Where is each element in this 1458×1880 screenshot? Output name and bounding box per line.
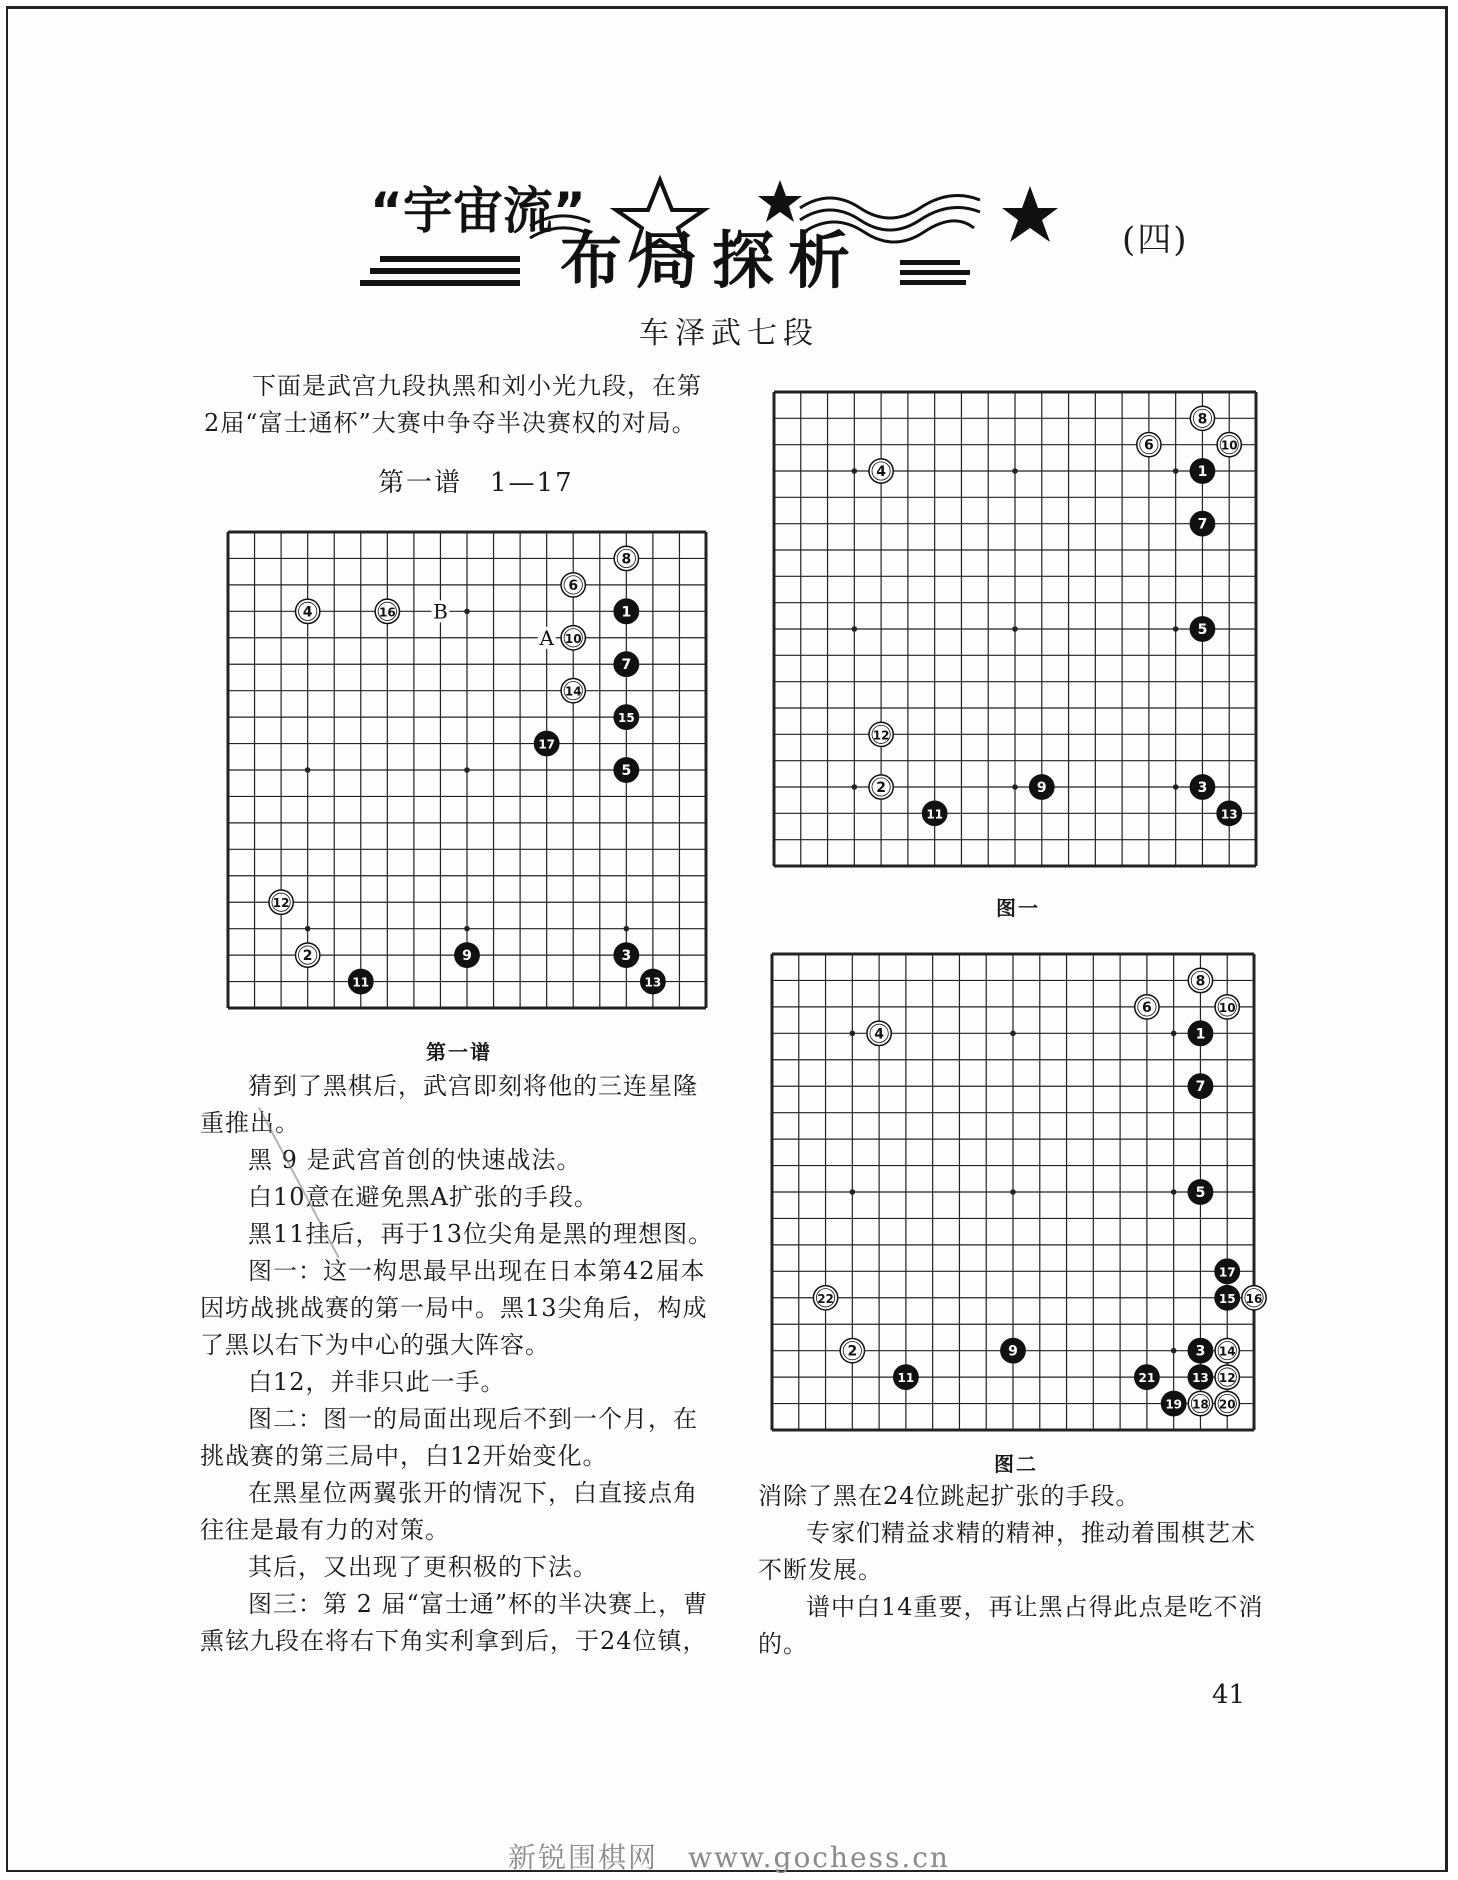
paragraph-line: 图二：图一的局面出现后不到一个月，在	[248, 1405, 698, 1433]
stone-number: 4	[874, 1026, 884, 1043]
stone-number: 11	[352, 975, 370, 990]
paragraph-line: 白10意在避免黑A扩张的手段。	[248, 1183, 599, 1211]
star-point	[464, 926, 470, 932]
stone-number: 3	[1197, 780, 1208, 796]
stone-number: 13	[1220, 807, 1238, 822]
black-stone	[1190, 617, 1214, 641]
star-point	[624, 926, 630, 932]
star-point	[464, 609, 470, 615]
white-stone	[561, 679, 585, 703]
paragraph-line: 往往是最有力的对策。	[200, 1516, 450, 1544]
stone-number: 6	[568, 577, 579, 594]
black-stone	[1190, 775, 1214, 799]
black-stone	[1135, 1365, 1159, 1389]
black-stone	[614, 705, 638, 729]
black-stone	[614, 599, 638, 623]
paragraph-line: 因坊战挑战赛的第一局中。黑13尖角后，构成	[200, 1294, 708, 1322]
stone-number: 10	[1220, 438, 1238, 453]
star-point	[1012, 626, 1018, 632]
stone-number: 3	[1195, 1343, 1206, 1360]
white-stone	[813, 1286, 837, 1310]
black-stone	[614, 758, 638, 782]
stone-number: 10	[564, 631, 582, 646]
black-stone	[641, 969, 665, 993]
star-point	[1012, 468, 1018, 474]
black-stone	[923, 801, 947, 825]
stone-number: 11	[926, 807, 944, 822]
star-point	[464, 767, 470, 773]
star-point	[1010, 1031, 1016, 1037]
white-stone	[1137, 433, 1161, 457]
star-point	[1173, 468, 1179, 474]
stone-number: 5	[1197, 622, 1208, 638]
board-spectrum-1	[226, 530, 708, 1010]
black-stone	[349, 969, 373, 993]
white-stone	[1188, 1391, 1212, 1415]
paragraph-line: 消除了黑在24位跳起扩张的手段。	[758, 1482, 1141, 1510]
caption-figure-1: 图一	[996, 896, 1040, 920]
stone-number: 19	[1165, 1397, 1183, 1412]
watermark: 新锐围棋网 www.gochess.cn	[508, 1841, 950, 1874]
stone-number: 16	[378, 605, 396, 620]
point-label: B	[433, 599, 448, 624]
white-stone	[269, 890, 293, 914]
caption-figure-2: 图二	[994, 1452, 1038, 1476]
white-stone	[561, 626, 585, 650]
stone-number: 20	[1218, 1397, 1236, 1412]
intro-line: 2届“富士通杯”大赛中争夺半决赛权的对局。	[204, 409, 697, 437]
black-stone	[1215, 1259, 1239, 1283]
stone-number: 1	[621, 604, 632, 621]
paragraph-line: 其后，又出现了更积极的下法。	[248, 1553, 598, 1581]
stone-number: 13	[644, 975, 662, 990]
black-stone	[1215, 1286, 1239, 1310]
stone-number: 16	[1245, 1291, 1263, 1306]
black-stone	[614, 652, 638, 676]
paragraph-line: 图一：这一构思最早出现在日本第42届本	[248, 1257, 706, 1285]
white-stone	[1215, 995, 1239, 1019]
stone-number: 1	[1197, 464, 1208, 480]
paragraph-line: 重推出。	[200, 1109, 300, 1137]
title-main: 布局探析	[560, 224, 865, 297]
star-point	[852, 468, 858, 474]
black-stone	[1188, 1021, 1212, 1045]
white-stone	[869, 722, 893, 746]
paragraph-line: 了黑以右下为中心的强大阵容。	[200, 1331, 550, 1359]
white-stone	[1135, 995, 1159, 1019]
paragraph-line: 图三：第 2 届“富士通”杯的半决赛上，曹	[248, 1590, 709, 1618]
stone-number: 11	[897, 1371, 915, 1386]
stone-number: 4	[876, 464, 886, 480]
black-stone	[1162, 1391, 1186, 1415]
star-point	[1171, 1189, 1177, 1195]
title-prefix: “宇宙流”	[370, 182, 586, 240]
stone-number: 1	[1195, 1026, 1206, 1043]
black-stone	[455, 943, 479, 967]
stone-number: 9	[462, 948, 472, 965]
star-point	[305, 767, 311, 773]
black-stone	[1217, 801, 1241, 825]
star-point	[1173, 784, 1179, 790]
stone-number: 7	[1195, 1079, 1206, 1096]
right-column-text	[758, 1478, 1278, 1663]
star-point	[1171, 1031, 1177, 1037]
stone-number: 2	[302, 948, 313, 965]
series-number: (四)	[1122, 220, 1189, 260]
intro-paragraph	[204, 368, 724, 442]
stone-number: 6	[1144, 437, 1154, 454]
star-point	[1012, 784, 1018, 790]
stone-number: 17	[1218, 1265, 1236, 1280]
white-stone	[1215, 1339, 1239, 1363]
white-stone	[375, 599, 399, 623]
stone-number: 2	[847, 1343, 858, 1360]
stone-number: 8	[621, 551, 632, 568]
stone-number: 14	[1218, 1344, 1236, 1359]
stone-number: 8	[1195, 973, 1206, 990]
star-point	[852, 784, 858, 790]
stone-number: 6	[1142, 999, 1152, 1016]
stone-number: 12	[1218, 1371, 1236, 1386]
black-stone	[1188, 1074, 1212, 1098]
black-stone	[1188, 1180, 1212, 1204]
caption-spectrum-1: 第一谱	[426, 1040, 492, 1064]
stone-number: 15	[617, 711, 635, 726]
white-stone	[840, 1339, 864, 1363]
star-point	[1173, 626, 1179, 632]
stone-number: 12	[272, 896, 290, 911]
stone-number: 2	[876, 780, 886, 796]
stone-number: 12	[872, 728, 890, 743]
black-stone	[1188, 1365, 1212, 1389]
title-artwork	[360, 168, 1060, 308]
point-label: A	[539, 625, 554, 650]
stone-number: 9	[1008, 1343, 1018, 1360]
black-stone	[894, 1365, 918, 1389]
spectrum-title: 第一谱 1—17	[378, 468, 574, 498]
white-stone	[296, 943, 320, 967]
paragraph-line: 黑11挂后，再于13位尖角是黑的理想图。	[248, 1220, 714, 1248]
white-stone	[1188, 968, 1212, 992]
black-stone	[1001, 1339, 1025, 1363]
white-stone	[1215, 1391, 1239, 1415]
stone-number: 7	[621, 657, 632, 674]
black-stone	[1188, 1339, 1212, 1363]
star-point	[1171, 1348, 1177, 1354]
paragraph-line: 谱中白14重要，再让黑占得此点是吃不消	[806, 1593, 1264, 1621]
paragraph-line: 挑战赛的第三局中，白12开始变化。	[200, 1442, 608, 1470]
white-stone	[1190, 406, 1214, 430]
stone-number: 13	[1192, 1371, 1209, 1386]
paragraph-line: 不断发展。	[758, 1556, 883, 1584]
stone-number: 22	[817, 1291, 834, 1306]
star-point	[850, 1189, 856, 1195]
author: 车泽武七段	[639, 316, 819, 351]
page-number: 41	[1212, 1680, 1246, 1710]
white-stone	[1217, 433, 1241, 457]
white-stone	[867, 1021, 891, 1045]
black-stone	[535, 731, 559, 755]
left-column-text	[200, 1068, 720, 1660]
stone-number: 3	[621, 948, 632, 965]
white-stone	[1215, 1365, 1239, 1389]
stone-number: 8	[1197, 411, 1208, 428]
paragraph-line: 白12，并非只此一手。	[248, 1368, 506, 1396]
white-stone	[869, 459, 893, 483]
white-stone	[614, 546, 638, 570]
star-point	[850, 1031, 856, 1037]
black-stone	[1190, 512, 1214, 536]
paragraph-line: 黑 9 是武宫首创的快速战法。	[248, 1146, 582, 1174]
board-figure-1	[772, 390, 1258, 868]
paragraph-line: 的。	[758, 1630, 808, 1658]
star-point	[852, 626, 858, 632]
paragraph-line: 专家们精益求精的精神，推动着围棋艺术	[806, 1519, 1256, 1547]
white-stone	[561, 573, 585, 597]
stone-number: 9	[1036, 780, 1047, 796]
paragraph-line: 猜到了黑棋后，武宫即刻将他的三连星隆	[248, 1072, 698, 1100]
intro-line: 下面是武宫九段执黑和刘小光九段，在第	[252, 372, 702, 400]
black-stone	[1030, 775, 1054, 799]
stone-number: 5	[621, 763, 632, 779]
stone-number: 10	[1218, 1000, 1236, 1015]
black-stone	[1190, 459, 1214, 483]
white-stone	[869, 775, 893, 799]
white-stone	[1242, 1286, 1266, 1310]
white-stone	[296, 599, 320, 623]
stone-number: 18	[1192, 1397, 1209, 1412]
star-point	[1010, 1189, 1016, 1195]
stone-number: 21	[1138, 1371, 1156, 1386]
board-figure-2	[770, 952, 1263, 1432]
paragraph-line: 熏铉九段在将右下角实利拿到后，于24位镇，	[200, 1627, 708, 1655]
stone-number: 14	[564, 684, 582, 699]
paragraph-line: 在黑星位两翼张开的情况下，白直接点角	[248, 1479, 698, 1507]
stone-number: 17	[538, 737, 556, 752]
black-stone	[614, 943, 638, 967]
stone-number: 7	[1197, 516, 1208, 533]
stone-number: 15	[1218, 1291, 1236, 1306]
stone-number: 4	[302, 604, 313, 621]
star-point	[305, 926, 311, 932]
stone-number: 5	[1195, 1185, 1206, 1201]
